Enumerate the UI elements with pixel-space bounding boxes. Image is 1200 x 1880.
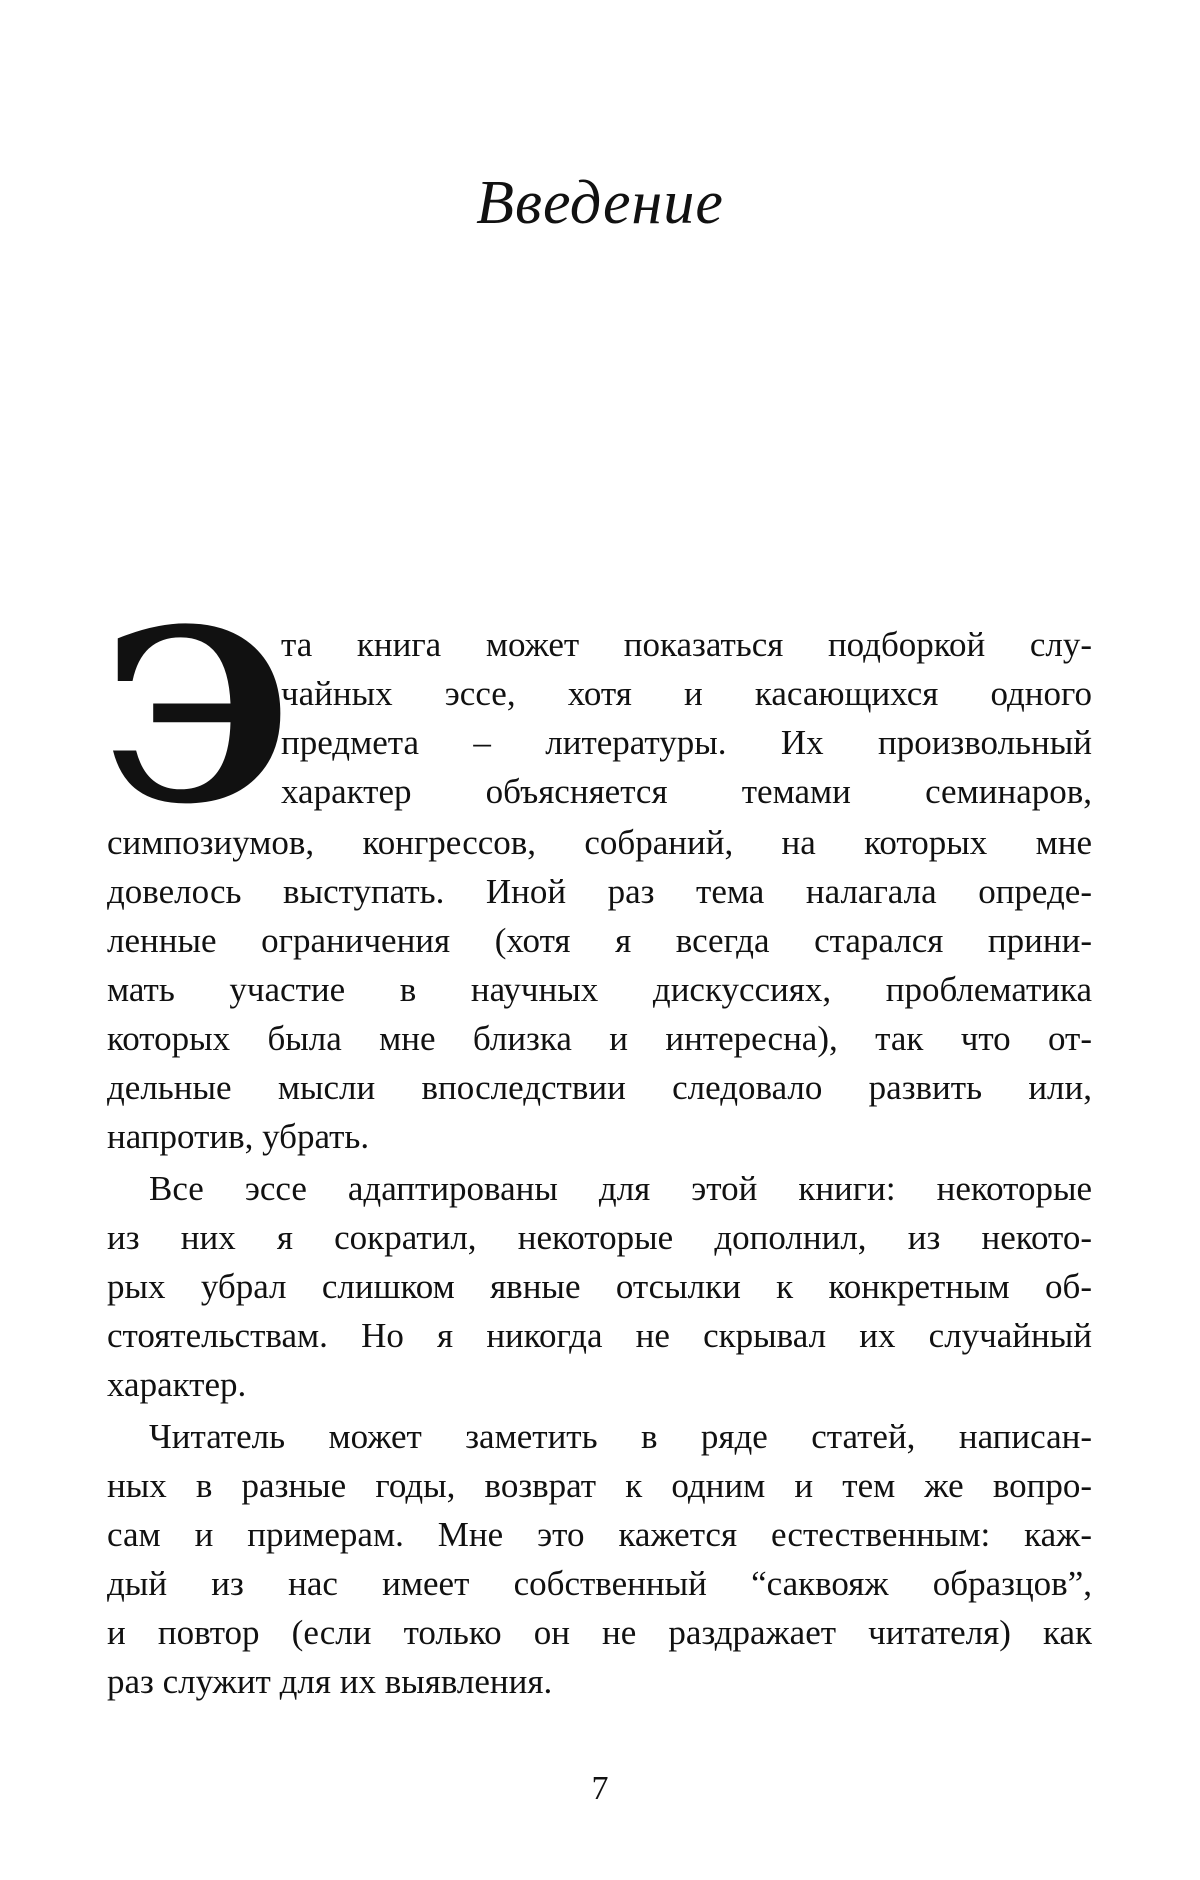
text-line: характер объясняется темами семинаров,: [281, 772, 1092, 811]
paragraph-1: [103, 578, 1092, 1161]
drop-cap: Э: [103, 578, 293, 857]
text-line: дый из нас имеет собственный “саквояж образцов”,: [107, 1564, 1092, 1603]
paragraph-3: [107, 1412, 1092, 1706]
text-line: Читатель может заметить в ряде статей, написан-: [149, 1417, 1092, 1456]
text-line: чайных эссе, хотя и касающихся одного: [281, 674, 1092, 713]
text-line: напротив, убрать.: [107, 1117, 370, 1156]
text-line: стоятельствам. Но я никогда не скрывал их случайный: [107, 1316, 1092, 1355]
text-line: из них я сократил, некоторые дополнил, из некото-: [107, 1218, 1092, 1257]
text-line: раз служит для их выявления.: [107, 1662, 553, 1701]
text-line: та книга может показаться подборкой слу-: [281, 625, 1092, 664]
text-line: предмета – литературы. Их произвольный: [281, 723, 1092, 762]
text-line: которых была мне близка и интересна), так что от-: [107, 1019, 1092, 1058]
text-line: дельные мысли впоследствии следовало развить или,: [107, 1068, 1092, 1107]
text-line: довелось выступать. Иной раз тема налагала опреде-: [107, 872, 1092, 911]
text-line: сам и примерам. Мне это кажется естественным: каж-: [107, 1515, 1092, 1554]
chapter-title: Введение: [476, 169, 724, 237]
text-line: ных в разные годы, возврат к одним и тем же вопро-: [107, 1466, 1092, 1505]
text-line: ленные ограничения (хотя я всегда старался прини-: [107, 921, 1092, 960]
text-line: Все эссе адаптированы для этой книги: некоторые: [149, 1169, 1092, 1208]
text-line: рых убрал слишком явные отсылки к конкретным об-: [107, 1267, 1092, 1306]
text-line: симпозиумов, конгрессов, собраний, на которых мне: [107, 823, 1092, 862]
text-line: и повтор (если только он не раздражает читателя) как: [107, 1613, 1092, 1652]
page-number: 7: [591, 1770, 609, 1807]
body-text: [103, 578, 1092, 1706]
paragraph-2: [107, 1164, 1092, 1409]
text-line: характер.: [107, 1365, 247, 1404]
text-line: мать участие в научных дискуссиях, проблематика: [107, 970, 1092, 1009]
